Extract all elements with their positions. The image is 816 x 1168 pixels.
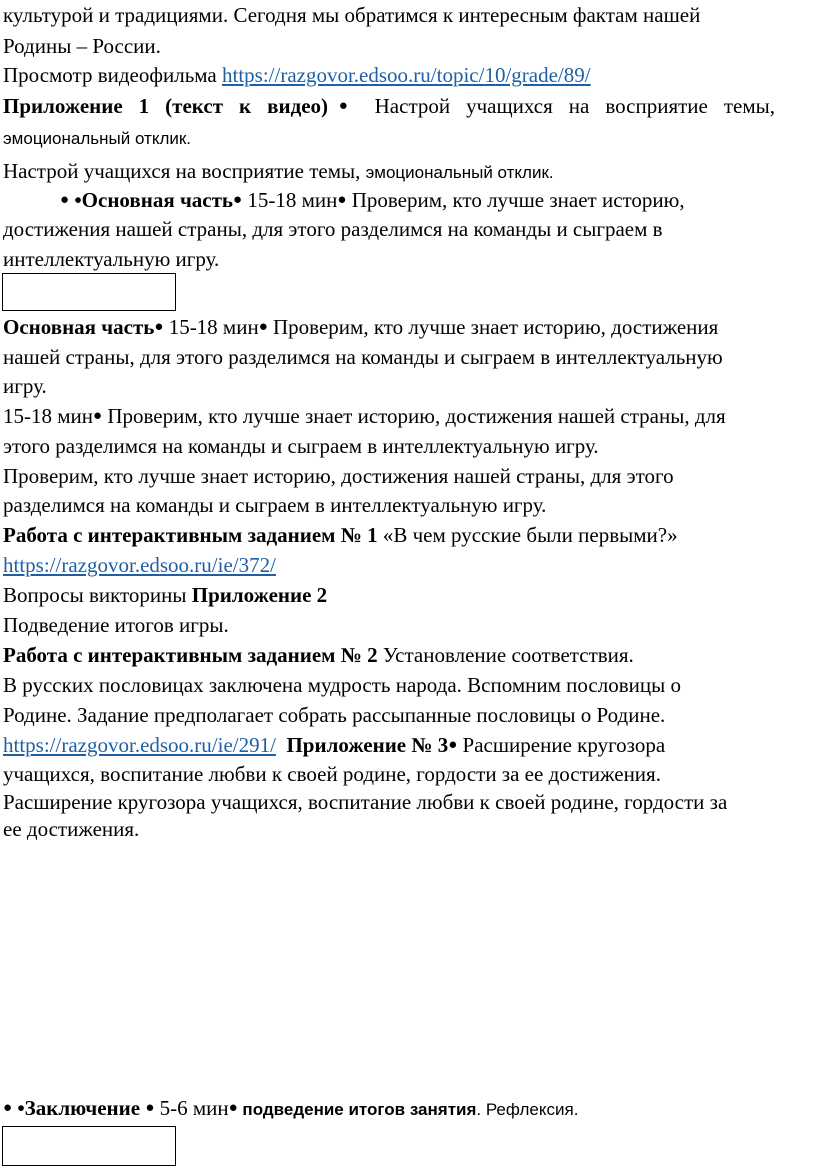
text-line xyxy=(3,403,726,432)
bullet-icon: ● xyxy=(337,192,347,208)
bullet-icon: ● xyxy=(328,98,359,114)
text-line xyxy=(3,93,775,122)
text-line xyxy=(3,789,727,815)
empty-text-box xyxy=(2,1126,176,1166)
text: культурой и традициями. Сегодня мы обратимся к интересным фактам нашей xyxy=(3,3,701,27)
interactive-task-2-heading: Работа с интерактивным заданием № 2 xyxy=(3,643,378,667)
text: этого разделимся на команды и сыграем в интеллектуальную игру. xyxy=(3,434,599,458)
text: Родины – России. xyxy=(3,34,161,58)
text-line xyxy=(3,373,47,399)
text-line xyxy=(3,2,700,28)
text: Установление соответствия. xyxy=(377,643,634,667)
text-line xyxy=(3,1095,578,1124)
text: Подведение итогов игры. xyxy=(3,613,229,637)
text-line xyxy=(3,761,661,787)
bullet-icon: ● xyxy=(258,319,268,335)
video-link[interactable]: https://razgovor.edsoo.ru/topic/10/grade/89/ xyxy=(221,63,591,87)
bullet-icon: ● xyxy=(448,737,458,753)
text-line xyxy=(3,124,191,152)
main-part-heading: Основная часть xyxy=(3,315,155,339)
text: 15-18 мин xyxy=(242,188,338,212)
text-line xyxy=(3,158,554,186)
text-line xyxy=(3,642,634,668)
text: Проверим, кто лучше знает историю, достижения xyxy=(267,315,719,339)
summary-label: подведение итогов занятия xyxy=(237,1100,477,1119)
text: разделимся на команды и сыграем в интеллектуальную игру. xyxy=(3,493,547,517)
text: интеллектуальную игру. xyxy=(3,247,220,271)
text: Проверим, кто лучше знает историю, достижения нашей страны, для xyxy=(102,404,726,428)
bullet-icon: ● xyxy=(233,192,243,208)
bullet-icon: ● xyxy=(154,319,164,335)
text: Вопросы викторины xyxy=(3,583,192,607)
task-1-link[interactable]: https://razgovor.edsoo.ru/ie/372/ xyxy=(3,553,276,577)
text: Настрой учащихся на восприятие темы, xyxy=(3,159,366,183)
bullet-icon: ● xyxy=(228,1100,238,1116)
text-line xyxy=(3,582,327,608)
text-line xyxy=(3,672,681,698)
text: учащихся, воспитание любви к своей родине, гордости за ее достижения. xyxy=(3,762,661,786)
conclusion-heading: •Заключение xyxy=(17,1096,141,1120)
text: эмоциональный отклик. xyxy=(365,163,554,182)
text-line xyxy=(60,187,685,216)
text-line xyxy=(3,62,591,88)
bullet-icon: ● xyxy=(3,1100,13,1116)
text: 15-18 мин xyxy=(163,315,259,339)
text-line xyxy=(3,552,276,578)
text: 5-6 мин xyxy=(154,1096,229,1120)
text: достижения нашей страны, для этого разделимся на команды и сыграем в xyxy=(3,217,663,241)
text-line xyxy=(3,612,229,638)
task-2-link[interactable]: https://razgovor.edsoo.ru/ie/291/ xyxy=(3,733,276,757)
text: В русских пословицах заключена мудрость народа. Вспомним пословицы о xyxy=(3,673,681,697)
text: Просмотр видеофильма xyxy=(3,63,222,87)
bullet-icon: ● xyxy=(93,408,103,424)
text: . Рефлексия. xyxy=(476,1100,579,1119)
text-line xyxy=(3,433,599,459)
text: Родине. Задание предполагает собрать рассыпанные пословицы о Родине. xyxy=(3,703,666,727)
text-line xyxy=(3,344,723,370)
text: Настрой учащихся на восприятие темы, xyxy=(358,94,776,118)
text-line xyxy=(3,732,665,761)
text: Проверим, кто лучше знает историю, достижения нашей страны, для этого xyxy=(3,464,674,488)
text-line xyxy=(3,246,219,272)
main-part-heading: •Основная часть xyxy=(74,188,234,212)
text: «В чем русские были первыми?» xyxy=(377,523,678,547)
text: эмоциональный отклик. xyxy=(3,129,192,148)
text: Проверим, кто лучше знает историю, xyxy=(346,188,685,212)
text: Расширение кругозора xyxy=(457,733,666,757)
text-line xyxy=(3,816,139,842)
text-line xyxy=(3,216,663,242)
text: нашей страны, для этого разделимся на команды и сыграем в интеллектуальную xyxy=(3,345,723,369)
interactive-task-1-heading: Работа с интерактивным заданием № 1 xyxy=(3,523,378,547)
appendix-3-label: Приложение № 3 xyxy=(286,733,449,757)
text-line xyxy=(3,702,665,728)
appendix-2-label: Приложение 2 xyxy=(191,583,328,607)
appendix-1-label: Приложение 1 (текст к видео) xyxy=(3,94,329,118)
text-line xyxy=(3,492,546,518)
text-line xyxy=(3,463,674,489)
bullet-icon: ● xyxy=(60,192,70,208)
text-line xyxy=(3,314,718,343)
text: 15-18 мин xyxy=(3,404,94,428)
text: игру. xyxy=(3,374,47,398)
text: ее достижения. xyxy=(3,817,140,841)
bullet-icon: ● xyxy=(145,1100,155,1116)
text: Расширение кругозора учащихся, воспитание любви к своей родине, гордости за xyxy=(3,790,728,814)
text-line xyxy=(3,522,678,548)
empty-text-box xyxy=(2,273,176,311)
text-line xyxy=(3,33,161,59)
